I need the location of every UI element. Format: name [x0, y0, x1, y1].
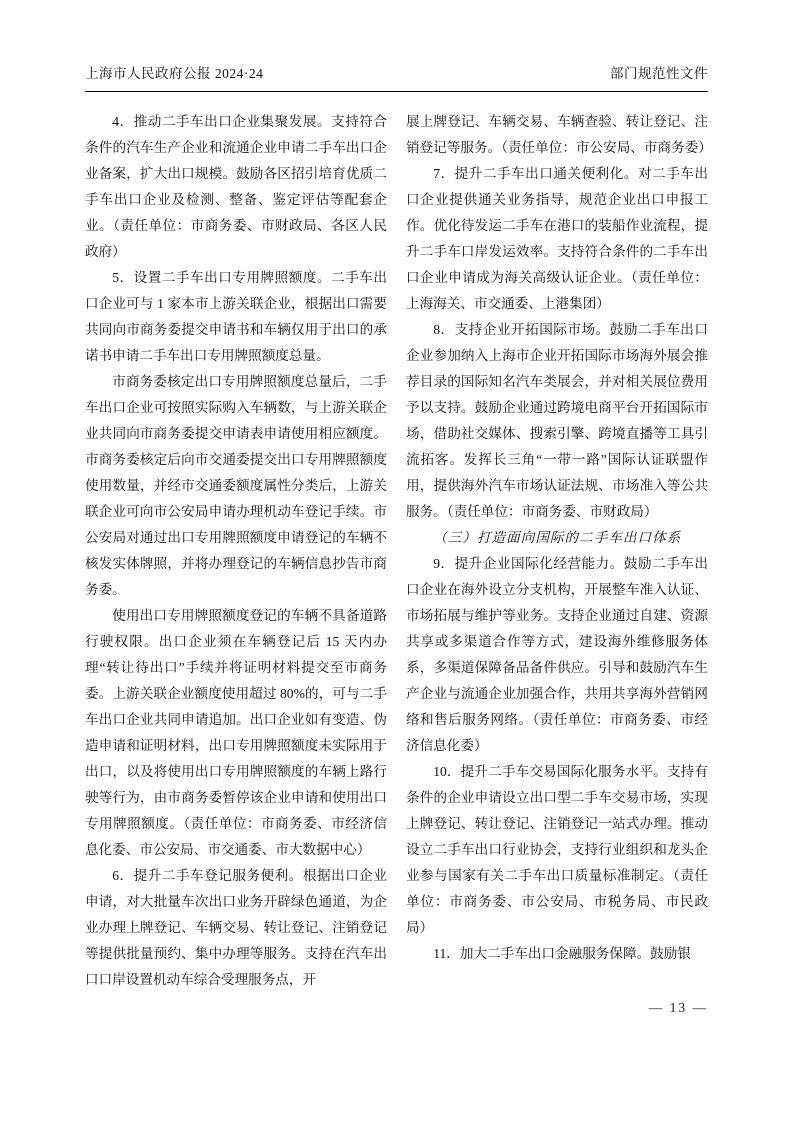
paragraph-item-6-continuation: 展上牌登记、车辆交易、车辆查验、转让登记、注销登记等服务。（责任单位：市公安局、市商务委） — [406, 114, 712, 155]
paragraph-item-5: 5．设置二手车出口专用牌照额度。二手车出口企业可与 1 家本市上游关联企业，根据出口需要共同向市商务委提交申请书和车辆仅用于出口的承诺书申请二手车出口专用牌照额度总量。 — [85, 270, 387, 363]
page-number: — 13 — — [648, 1000, 708, 1015]
header-rule — [85, 91, 708, 92]
left-column — [85, 109, 387, 993]
header-section-label: 部门规范性文件 — [610, 66, 708, 81]
paragraph-item-5-sub1: 市商务委核定出口专用牌照额度总量后，二手车出口企业可按照实际购入车辆数，与上游关联企业共同向市商务委提交申请表申请使用相应额度。市商务委核定后向市交通委提交出口专用牌照额度使用数量，并经市交通委额度属性分类后，上游关联企业可向市公安局申请办理机动车登记手续。市公安局对通过出口专用牌照额度申请登记的车辆不核发实体牌照，并将办理登记的车辆信息抄告市商务委。 — [85, 374, 387, 597]
paragraph-item-5-sub2: 使用出口专用牌照额度登记的车辆不具备道路行驶权限。出口企业须在车辆登记后 15 天内办理“转让待出口”手续并将证明材料提交至市商务委。上游关联企业额度使用超过 80%的，可与二手车出口企业共同申请追加。出口企业如有变造、伪造申请和证明材料，出口专用牌照额度未实际用于出口，以及将使用出口专用牌照额度的车辆上路行驶等行为，由市商务委暂停该企业申请和使用出口专用牌照额度。（责任单位：市商务委、市经济信息化委、市公安局、市交通委、市大数据中心） — [85, 608, 387, 857]
paragraph-item-4: 4．推动二手车出口企业集聚发展。支持符合条件的汽车生产企业和流通企业申请二手车出口企业备案，扩大出口规模。鼓励各区招引培育优质二手车出口企业及检测、整备、鉴定评估等配套企业。（责任单位：市商务委、市财政局、各区人民政府） — [85, 114, 387, 259]
header-gazette-title: 上海市人民政府公报 2024·24 — [85, 66, 264, 81]
right-column — [406, 109, 712, 993]
paragraph-item-7: 7．提升二手车出口通关便利化。对二手车出口企业提供通关业务指导，规范企业出口申报工作。优化待发运二手车在港口的装船作业流程，提升二手车口岸发运效率。支持符合条件的二手车出口企业申请成为海关高级认证企业。（责任单位：上海海关、市交通委、上港集团） — [406, 166, 708, 311]
paragraph-item-11: 11．加大二手车出口金融服务保障。鼓励银 — [433, 946, 691, 961]
paragraph-item-9: 9．提升企业国际化经营能力。鼓励二手车出口企业在海外设立分支机构，开展整车准入认证、市场拓展与维护等业务。支持企业通过自建、资源共享或多渠道合作等方式，建设海外维修服务体系，多渠道保障备品备件供应。引导和鼓励汽车生产企业与流通企业加强合作，共用共享海外营销网络和售后服务网络。（责任单位：市商务委、市经济信息化委） — [406, 556, 708, 753]
section-heading-3: （三）打造面向国际的二手车出口体系 — [433, 530, 682, 545]
paragraph-item-8: 8．支持企业开拓国际市场。鼓励二手车出口企业参加纳入上海市企业开拓国际市场海外展会推荐目录的国际知名汽车类展会，并对相关展位费用予以支持。鼓励企业通过跨境电商平台开拓国际市场，借助社交媒体、搜索引擎、跨境直播等工具引流拓客。发挥长三角“一带一路”国际认证联盟作用，提供海外汽车市场认证法规、市场准入等公共服务。（责任单位：市商务委、市财政局） — [406, 322, 708, 519]
text-columns — [85, 109, 712, 993]
page-header — [85, 0, 708, 82]
paragraph-item-6: 6．提升二手车登记服务便利。根据出口企业申请，对大批量车次出口业务开辟绿色通道，为企业办理上牌登记、车辆交易、转让登记、注销登记等提供批量预约、集中办理等服务。支持在汽车出口口岸设置机动车综合受理服务点，开 — [85, 868, 387, 987]
paragraph-item-10: 10．提升二手车交易国际化服务水平。支持有条件的企业申请设立出口型二手车交易市场，实现上牌登记、转让登记、注销登记一站式办理。推动设立二手车出口行业协会，支持行业组织和龙头企业参与国家有关二手车出口质量标准制定。（责任单位：市商务委、市公安局、市税务局、市民政局） — [406, 764, 708, 935]
page-content — [85, 0, 712, 1016]
